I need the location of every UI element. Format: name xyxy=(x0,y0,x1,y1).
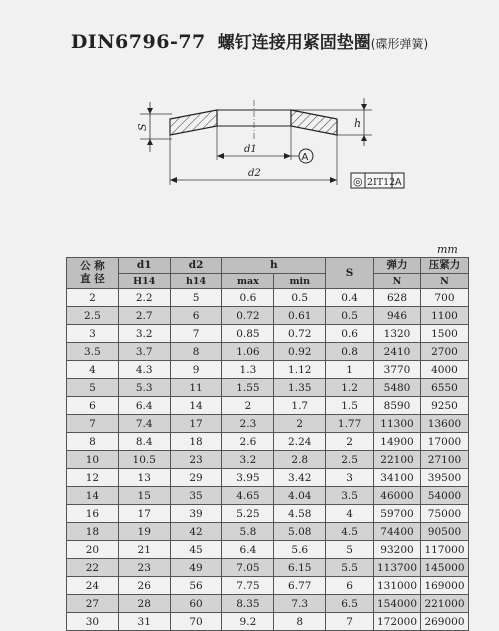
header-h: h xyxy=(222,258,326,274)
table-cell: 7.75 xyxy=(222,577,274,595)
header-size: 公 称 直 径 xyxy=(67,258,119,289)
table-cell: 15 xyxy=(118,487,170,505)
table-cell: 2.5 xyxy=(67,307,119,325)
table-cell: 0.5 xyxy=(274,289,326,307)
table-cell: 17000 xyxy=(420,433,468,451)
table-cell: 93200 xyxy=(374,541,421,559)
table-cell: 14 xyxy=(170,397,222,415)
header-force-unit: N xyxy=(374,274,421,289)
table-row xyxy=(67,595,469,613)
table-cell: 221000 xyxy=(420,595,468,613)
table-cell: 2700 xyxy=(420,343,468,361)
table-cell: 8590 xyxy=(374,397,421,415)
right-section xyxy=(291,110,337,135)
table-cell: 5.08 xyxy=(274,523,326,541)
table-cell: 6.77 xyxy=(274,577,326,595)
table-cell: 90500 xyxy=(420,523,468,541)
table-row xyxy=(67,523,469,541)
part-subname: (碟形弹簧) xyxy=(370,37,429,51)
table-cell: 3.5 xyxy=(326,487,374,505)
table-cell: 13 xyxy=(118,469,170,487)
table-cell: 5480 xyxy=(374,379,421,397)
table-cell: 8 xyxy=(170,343,222,361)
datum-label: A xyxy=(301,152,309,163)
table-cell: 2410 xyxy=(374,343,421,361)
table-cell: 2 xyxy=(326,433,374,451)
table-cell: 7.3 xyxy=(274,595,326,613)
table-cell: 3.7 xyxy=(118,343,170,361)
table-cell: 113700 xyxy=(374,559,421,577)
table-cell: 21 xyxy=(118,541,170,559)
table-cell: 28 xyxy=(118,595,170,613)
table-cell: 4.65 xyxy=(222,487,274,505)
table-cell: 42 xyxy=(170,523,222,541)
tolerance-value: 2IT12 xyxy=(367,177,396,188)
table-cell: 54000 xyxy=(420,487,468,505)
table-cell: 5.6 xyxy=(274,541,326,559)
table-row xyxy=(67,613,469,631)
table-cell: 172000 xyxy=(374,613,421,631)
table-cell: 59700 xyxy=(374,505,421,523)
table-row xyxy=(67,451,469,469)
part-name: 螺钉连接用紧固垫圈 xyxy=(217,33,371,53)
table-cell: 0.4 xyxy=(326,289,374,307)
table-cell: 22100 xyxy=(374,451,421,469)
table-cell: 6.4 xyxy=(118,397,170,415)
table-cell: 6.15 xyxy=(274,559,326,577)
table-cell: 34100 xyxy=(374,469,421,487)
table-cell: 1.3 xyxy=(222,361,274,379)
table-row xyxy=(67,559,469,577)
table-row xyxy=(67,307,469,325)
table-cell: 169000 xyxy=(420,577,468,595)
table-cell: 9250 xyxy=(420,397,468,415)
table-cell: 0.85 xyxy=(222,325,274,343)
table-row xyxy=(67,469,469,487)
dim-d1-label: d1 xyxy=(244,144,257,155)
table-cell: 2.3 xyxy=(222,415,274,433)
header-force: 弹力 xyxy=(374,258,421,274)
table-cell: 269000 xyxy=(420,613,468,631)
table-cell: 27 xyxy=(67,595,119,613)
table-cell: 1 xyxy=(326,361,374,379)
table-row xyxy=(67,343,469,361)
table-cell: 154000 xyxy=(374,595,421,613)
table-cell: 5.3 xyxy=(118,379,170,397)
table-cell: 700 xyxy=(420,289,468,307)
table-cell: 8.35 xyxy=(222,595,274,613)
table-cell: 6.4 xyxy=(222,541,274,559)
table-cell: 26 xyxy=(118,577,170,595)
table-cell: 7 xyxy=(326,613,374,631)
table-cell: 117000 xyxy=(420,541,468,559)
table-cell: 39500 xyxy=(420,469,468,487)
dim-h-label: h xyxy=(354,117,362,130)
table-cell: 8 xyxy=(67,433,119,451)
header-d2-tol: h14 xyxy=(170,274,222,289)
table-cell: 0.72 xyxy=(274,325,326,343)
table-cell: 4 xyxy=(67,361,119,379)
table-cell: 18 xyxy=(170,433,222,451)
table-cell: 2.7 xyxy=(118,307,170,325)
table-cell: 2 xyxy=(67,289,119,307)
table-cell: 46000 xyxy=(374,487,421,505)
table-cell: 7 xyxy=(170,325,222,343)
table-cell: 8.4 xyxy=(118,433,170,451)
table-cell: 35 xyxy=(170,487,222,505)
table-cell: 45 xyxy=(170,541,222,559)
table-cell: 10 xyxy=(67,451,119,469)
table-row xyxy=(67,541,469,559)
table-cell: 11300 xyxy=(374,415,421,433)
table-cell: 1320 xyxy=(374,325,421,343)
standard-code: DIN6796-77 xyxy=(70,31,206,53)
table-cell: 8 xyxy=(274,613,326,631)
table-row xyxy=(67,505,469,523)
table-cell: 4 xyxy=(326,505,374,523)
table-cell: 13600 xyxy=(420,415,468,433)
table-cell: 23 xyxy=(170,451,222,469)
header-clamp-unit: N xyxy=(420,274,468,289)
table-cell: 946 xyxy=(374,307,421,325)
table-cell: 2 xyxy=(274,415,326,433)
table-cell: 17 xyxy=(118,505,170,523)
table-cell: 3770 xyxy=(374,361,421,379)
table-cell: 628 xyxy=(374,289,421,307)
table-cell: 7.4 xyxy=(118,415,170,433)
table-cell: 7.05 xyxy=(222,559,274,577)
table-cell: 6 xyxy=(170,307,222,325)
table-cell: 0.8 xyxy=(326,343,374,361)
table-cell: 18 xyxy=(67,523,119,541)
table-row xyxy=(67,415,469,433)
header-d1: d1 xyxy=(118,258,170,274)
table-cell: 19 xyxy=(118,523,170,541)
table-cell: 6 xyxy=(67,397,119,415)
table-row xyxy=(67,325,469,343)
table-cell: 17 xyxy=(170,415,222,433)
table-cell: 0.72 xyxy=(222,307,274,325)
table-cell: 3.42 xyxy=(274,469,326,487)
left-section xyxy=(170,110,217,135)
table-cell: 56 xyxy=(170,577,222,595)
table-cell: 3.95 xyxy=(222,469,274,487)
table-cell: 1.7 xyxy=(274,397,326,415)
table-cell: 131000 xyxy=(374,577,421,595)
dim-d2-label: d2 xyxy=(248,168,261,179)
header-d2: d2 xyxy=(170,258,222,274)
table-row xyxy=(67,577,469,595)
table-cell: 1.5 xyxy=(326,397,374,415)
table-cell: 14 xyxy=(67,487,119,505)
washer-section-drawing xyxy=(0,0,499,200)
table-row xyxy=(67,397,469,415)
table-cell: 145000 xyxy=(420,559,468,577)
table-cell: 22 xyxy=(67,559,119,577)
table-cell: 5 xyxy=(170,289,222,307)
table-cell: 12 xyxy=(67,469,119,487)
table-cell: 5 xyxy=(67,379,119,397)
table-cell: 20 xyxy=(67,541,119,559)
table-cell: 2.8 xyxy=(274,451,326,469)
table-cell: 74400 xyxy=(374,523,421,541)
table-cell: 0.61 xyxy=(274,307,326,325)
table-cell: 60 xyxy=(170,595,222,613)
header-d1-tol: H14 xyxy=(118,274,170,289)
table-cell: 4.3 xyxy=(118,361,170,379)
concentricity-symbol: ◎ xyxy=(353,175,363,188)
table-cell: 0.5 xyxy=(326,307,374,325)
table-cell: 0.92 xyxy=(274,343,326,361)
table-cell: 11 xyxy=(170,379,222,397)
table-row xyxy=(67,361,469,379)
spec-table-body xyxy=(67,289,469,631)
table-cell: 1.35 xyxy=(274,379,326,397)
header-s: S xyxy=(326,258,374,289)
table-row xyxy=(67,289,469,307)
table-cell: 0.6 xyxy=(326,325,374,343)
header-h-max: max xyxy=(222,274,274,289)
table-cell: 3.5 xyxy=(67,343,119,361)
table-cell: 39 xyxy=(170,505,222,523)
table-cell: 4000 xyxy=(420,361,468,379)
tolerance-datum: A xyxy=(395,177,402,188)
table-cell: 2.2 xyxy=(118,289,170,307)
table-cell: 14900 xyxy=(374,433,421,451)
table-cell: 7 xyxy=(67,415,119,433)
table-cell: 23 xyxy=(118,559,170,577)
table-row xyxy=(67,379,469,397)
table-cell: 24 xyxy=(67,577,119,595)
table-cell: 9.2 xyxy=(222,613,274,631)
table-cell: 30 xyxy=(67,613,119,631)
table-cell: 6550 xyxy=(420,379,468,397)
table-cell: 1.55 xyxy=(222,379,274,397)
table-cell: 2.5 xyxy=(326,451,374,469)
table-cell: 5.25 xyxy=(222,505,274,523)
header-h-min: min xyxy=(274,274,326,289)
table-cell: 1.06 xyxy=(222,343,274,361)
tolerance-frame xyxy=(351,173,404,188)
table-cell: 70 xyxy=(170,613,222,631)
dim-s-label: S xyxy=(136,123,149,131)
table-cell: 5 xyxy=(326,541,374,559)
table-cell: 16 xyxy=(67,505,119,523)
table-cell: 2.24 xyxy=(274,433,326,451)
header-clamp: 压紧力 xyxy=(420,258,468,274)
table-cell: 1100 xyxy=(420,307,468,325)
table-cell: 4.04 xyxy=(274,487,326,505)
table-cell: 5.5 xyxy=(326,559,374,577)
table-cell: 5.8 xyxy=(222,523,274,541)
table-cell: 9 xyxy=(170,361,222,379)
table-cell: 2.6 xyxy=(222,433,274,451)
table-row xyxy=(67,433,469,451)
table-cell: 10.5 xyxy=(118,451,170,469)
table-cell: 1500 xyxy=(420,325,468,343)
table-cell: 4.5 xyxy=(326,523,374,541)
table-cell: 6 xyxy=(326,577,374,595)
unit-label: mm xyxy=(437,243,458,256)
table-row xyxy=(67,487,469,505)
table-cell: 27100 xyxy=(420,451,468,469)
table-cell: 3.2 xyxy=(118,325,170,343)
table-cell: 49 xyxy=(170,559,222,577)
table-cell: 3 xyxy=(67,325,119,343)
table-cell: 6.5 xyxy=(326,595,374,613)
table-cell: 0.6 xyxy=(222,289,274,307)
table-cell: 1.12 xyxy=(274,361,326,379)
table-cell: 1.77 xyxy=(326,415,374,433)
spec-table xyxy=(66,257,469,631)
table-cell: 29 xyxy=(170,469,222,487)
table-cell: 3.2 xyxy=(222,451,274,469)
table-cell: 3 xyxy=(326,469,374,487)
table-cell: 1.2 xyxy=(326,379,374,397)
table-cell: 75000 xyxy=(420,505,468,523)
table-cell: 2 xyxy=(222,397,274,415)
table-cell: 4.58 xyxy=(274,505,326,523)
table-cell: 31 xyxy=(118,613,170,631)
